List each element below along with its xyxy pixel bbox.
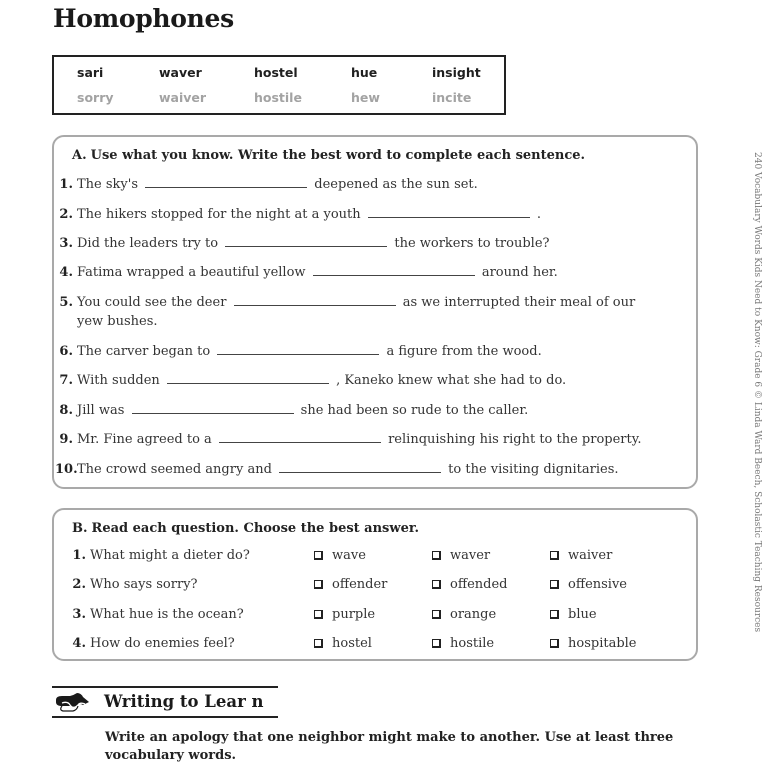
answer-blank[interactable] [219, 430, 381, 443]
word-box-homophone: hostile [254, 90, 302, 105]
word-box-word: sari [77, 65, 104, 80]
word-box-homophone: waiver [159, 90, 207, 105]
sentence-item [55, 460, 619, 479]
sentence-after: as we interrupted their meal of our [402, 295, 636, 310]
option-label: wave [332, 548, 366, 563]
sentence-after: . [536, 207, 542, 222]
answer-blank[interactable] [234, 293, 396, 306]
checkbox-icon[interactable] [432, 551, 441, 560]
answer-option[interactable] [550, 636, 637, 651]
section-a-panel [52, 135, 698, 489]
item-number: 9. [59, 432, 73, 447]
option-label: purple [332, 607, 376, 622]
sentence-after: to the visiting dignitaries. [448, 462, 619, 477]
answer-option[interactable] [550, 607, 597, 622]
answer-option[interactable] [432, 607, 496, 622]
option-label: offensive [568, 577, 627, 592]
option-label: waver [450, 548, 491, 563]
question-text [72, 636, 235, 651]
sentence-item [55, 342, 542, 361]
section-letter: A. [72, 148, 87, 163]
sentence-before: Fatima wrapped a beautiful yellow [77, 265, 306, 280]
sentence-after: , Kaneko knew what she had to do. [336, 373, 567, 388]
question-text [72, 607, 244, 622]
sentence-item [55, 371, 566, 390]
page-title: Homophones [53, 4, 234, 33]
answer-option[interactable] [550, 548, 612, 563]
answer-option[interactable] [314, 636, 372, 651]
item-number: 3. [59, 236, 73, 251]
answer-option[interactable] [314, 607, 375, 622]
checkbox-icon[interactable] [314, 639, 323, 648]
checkbox-icon[interactable] [550, 551, 559, 560]
answer-blank[interactable] [145, 175, 307, 188]
checkbox-icon[interactable] [314, 580, 323, 589]
answer-blank[interactable] [132, 401, 294, 414]
checkbox-icon[interactable] [432, 610, 441, 619]
question-number: 1. [72, 548, 86, 563]
checkbox-icon[interactable] [432, 580, 441, 589]
sentence-item [55, 175, 478, 194]
answer-option[interactable] [314, 577, 387, 592]
sentence-before: Jill was [77, 403, 125, 418]
question-number: 3. [72, 607, 86, 622]
answer-option[interactable] [550, 577, 627, 592]
question-label: How do enemies feel? [90, 636, 235, 651]
question-text [72, 577, 198, 592]
sentence-item [55, 401, 528, 420]
question-label: What might a dieter do? [90, 548, 250, 563]
checkbox-icon[interactable] [314, 551, 323, 560]
sentence-before: The carver began to [77, 344, 211, 359]
sentence-item [55, 263, 558, 282]
sentence-before: With sudden [77, 373, 160, 388]
answer-option[interactable] [432, 577, 507, 592]
option-label: blue [568, 607, 597, 622]
answer-blank[interactable] [313, 263, 475, 276]
question-text [72, 548, 250, 563]
question-number: 4. [72, 636, 86, 651]
sentence-after: around her. [481, 265, 558, 280]
item-number: 6. [59, 344, 73, 359]
word-box-homophone: sorry [77, 90, 114, 105]
question-row [54, 548, 696, 568]
word-box-word: insight [432, 65, 481, 80]
writing-prompt: Write an apology that one neighbor might make to another. Use at least three vocabulary words. [105, 730, 674, 763]
sentence-before: The hikers stopped for the night at a youth [77, 207, 361, 222]
checkbox-icon[interactable] [550, 639, 559, 648]
word-box-homophone: incite [432, 90, 472, 105]
question-row [54, 636, 696, 656]
option-label: hostile [450, 636, 495, 651]
question-number: 2. [72, 577, 86, 592]
section-a-instruction [72, 148, 585, 163]
answer-blank[interactable] [279, 460, 441, 473]
answer-option[interactable] [432, 548, 490, 563]
question-row [54, 607, 696, 627]
section-b-panel [52, 508, 698, 661]
item-number: 10. [55, 462, 78, 477]
answer-blank[interactable] [225, 234, 387, 247]
answer-option[interactable] [432, 636, 494, 651]
item-number: 5. [59, 295, 73, 310]
word-box-word: hue [351, 65, 378, 80]
answer-blank[interactable] [368, 205, 530, 218]
sentence-continuation: yew bushes. [77, 314, 158, 329]
sentence-after: she had been so rude to the caller. [300, 403, 529, 418]
word-box-word: waver [159, 65, 202, 80]
credit-text: 240 Vocabulary Words Kids Need to Know: Grade 6 © Linda Ward Beech, Scholastic Teaching Resources [752, 152, 762, 633]
sentence-before: You could see the deer [77, 295, 227, 310]
checkbox-icon[interactable] [314, 610, 323, 619]
sentence-after: relinquishing his right to the property. [388, 432, 642, 447]
sentence-item [55, 234, 550, 253]
checkbox-icon[interactable] [550, 610, 559, 619]
writing-to-learn-header [52, 686, 278, 718]
answer-blank[interactable] [217, 342, 379, 355]
question-label: Who says sorry? [90, 577, 198, 592]
writing-to-learn-label: Writing to Lear n [104, 692, 264, 711]
option-label: hospitable [568, 636, 637, 651]
word-box-word: hostel [254, 65, 298, 80]
option-label: offender [332, 577, 388, 592]
sentence-item [55, 293, 635, 331]
option-label: waiver [568, 548, 613, 563]
item-number: 1. [59, 177, 73, 192]
sentence-after: a figure from the wood. [386, 344, 542, 359]
answer-option[interactable] [314, 548, 366, 563]
answer-blank[interactable] [167, 371, 329, 384]
sentence-after: the workers to trouble? [394, 236, 550, 251]
sentence-after: deepened as the sun set. [314, 177, 478, 192]
section-letter: B. [72, 521, 88, 536]
sidebar-credit [748, 152, 762, 633]
option-label: hostel [332, 636, 372, 651]
pen-hand-icon [54, 693, 98, 717]
question-row [54, 577, 696, 597]
sentence-before: Did the leaders try to [77, 236, 219, 251]
item-number: 2. [59, 207, 73, 222]
word-box-homophone: hew [351, 90, 380, 105]
word-box [52, 55, 506, 115]
sentence-item [55, 205, 541, 224]
item-number: 7. [59, 373, 73, 388]
item-number: 8. [59, 403, 73, 418]
instruction-text: Use what you know. Write the best word to complete each sentence. [90, 148, 586, 163]
item-number: 4. [59, 265, 73, 280]
sentence-before: Mr. Fine agreed to a [77, 432, 212, 447]
sentence-before: The sky's [77, 177, 139, 192]
checkbox-icon[interactable] [550, 580, 559, 589]
option-label: orange [450, 607, 497, 622]
instruction-text: Read each question. Choose the best answer. [91, 521, 420, 536]
sentence-before: The crowd seemed angry and [77, 462, 272, 477]
question-label: What hue is the ocean? [90, 607, 244, 622]
checkbox-icon[interactable] [432, 639, 441, 648]
sentence-item [55, 430, 642, 449]
section-b-instruction [72, 521, 419, 536]
option-label: offended [450, 577, 508, 592]
